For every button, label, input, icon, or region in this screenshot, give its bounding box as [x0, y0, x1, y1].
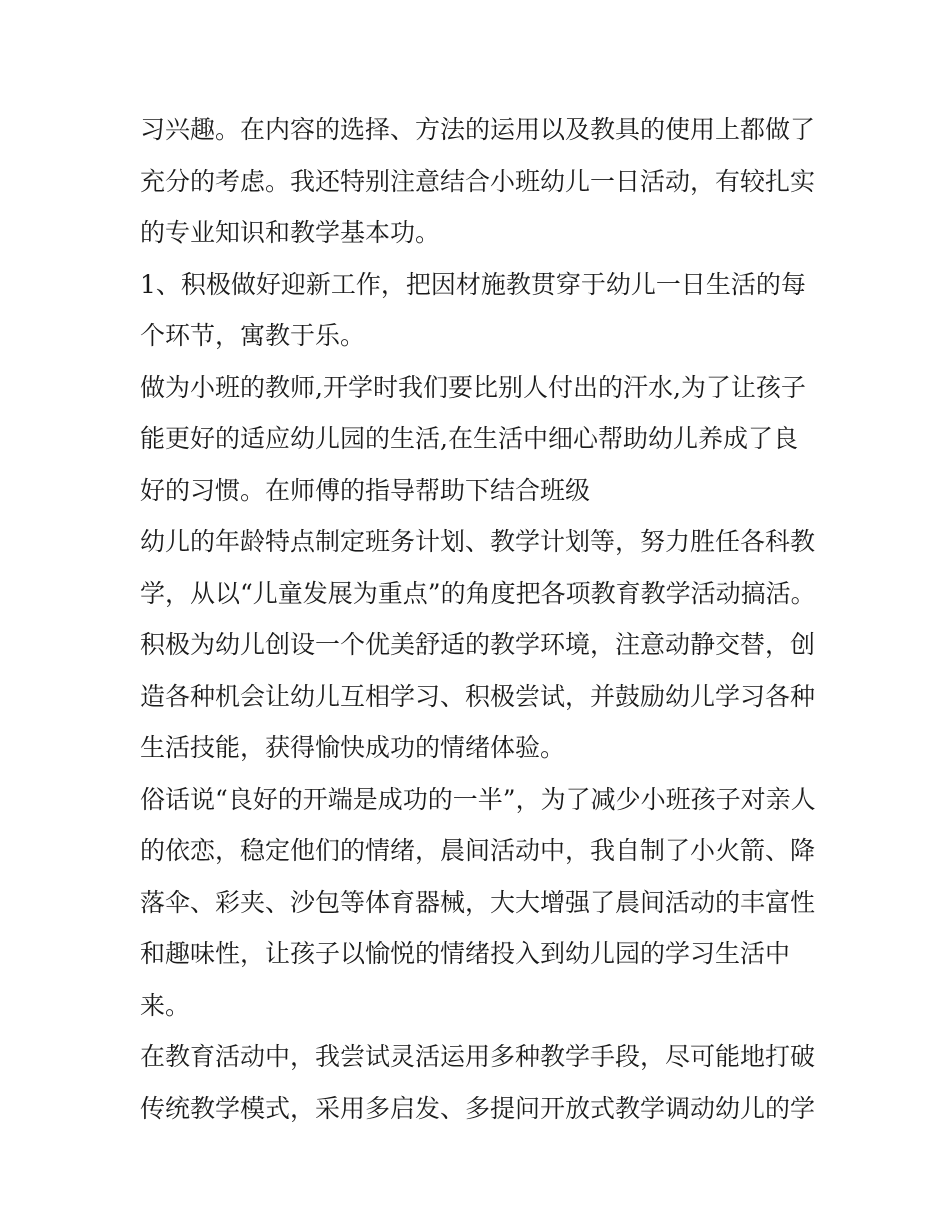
text-line: 做为小班的教师,开学时我们要比别人付出的汗水,为了让孩子: [140, 372, 806, 402]
text-line: 和趣味性，让孩子以愉悦的情绪投入到幼儿园的学习生活中: [140, 939, 791, 968]
text-line: 俗话说“良好的开端是成功的一半”，为了减少小班孩子对亲人: [140, 784, 816, 814]
text-line: 落伞、彩夹、沙包等体育器械，大大增强了晨间活动的丰富性: [140, 887, 816, 917]
text-line: 来。: [140, 990, 191, 1020]
text-line: 1、积极做好迎新工作，把因材施教贯穿于幼儿一日生活的每: [140, 269, 806, 299]
text-line: 个环节，寓教于乐。: [140, 321, 366, 350]
text-line: 充分的考虑。我还特别注意结合小班幼儿一日活动，有较扎实: [140, 166, 816, 196]
text-line: 能更好的适应幼儿园的生活,在生活中细心帮助幼儿养成了良: [140, 424, 798, 453]
document-body: [140, 104, 820, 1134]
text-line: 的依恋，稳定他们的情绪，晨间活动中，我自制了小火箭、降: [140, 836, 816, 865]
text-line: 生活技能，获得愉快成功的情绪体验。: [140, 733, 566, 762]
text-line: 学，从以“儿童发展为重点”的角度把各项教育教学活动搞活。: [140, 578, 816, 608]
text-line: 造各种机会让幼儿互相学习、积极尝试，并鼓励幼儿学习各种: [140, 681, 816, 711]
text-line: 传统教学模式，采用多启发、多提问开放式教学调动幼儿的学: [140, 1093, 816, 1123]
text-line: 在教育活动中，我尝试灵活运用多种教学手段，尽可能地打破: [140, 1042, 816, 1071]
text-line: 好的习惯。在师傅的指导帮助下结合班级: [140, 475, 591, 505]
text-line: 习兴趣。在内容的选择、方法的运用以及教具的使用上都做了: [140, 115, 816, 144]
text-line: 的专业知识和教学基本功。: [140, 218, 441, 247]
text-line: 幼儿的年龄特点制定班务计划、教学计划等，努力胜任各科教: [140, 527, 816, 556]
text-line: 积极为幼儿创设一个优美舒适的教学环境，注意动静交替，创: [140, 630, 816, 659]
